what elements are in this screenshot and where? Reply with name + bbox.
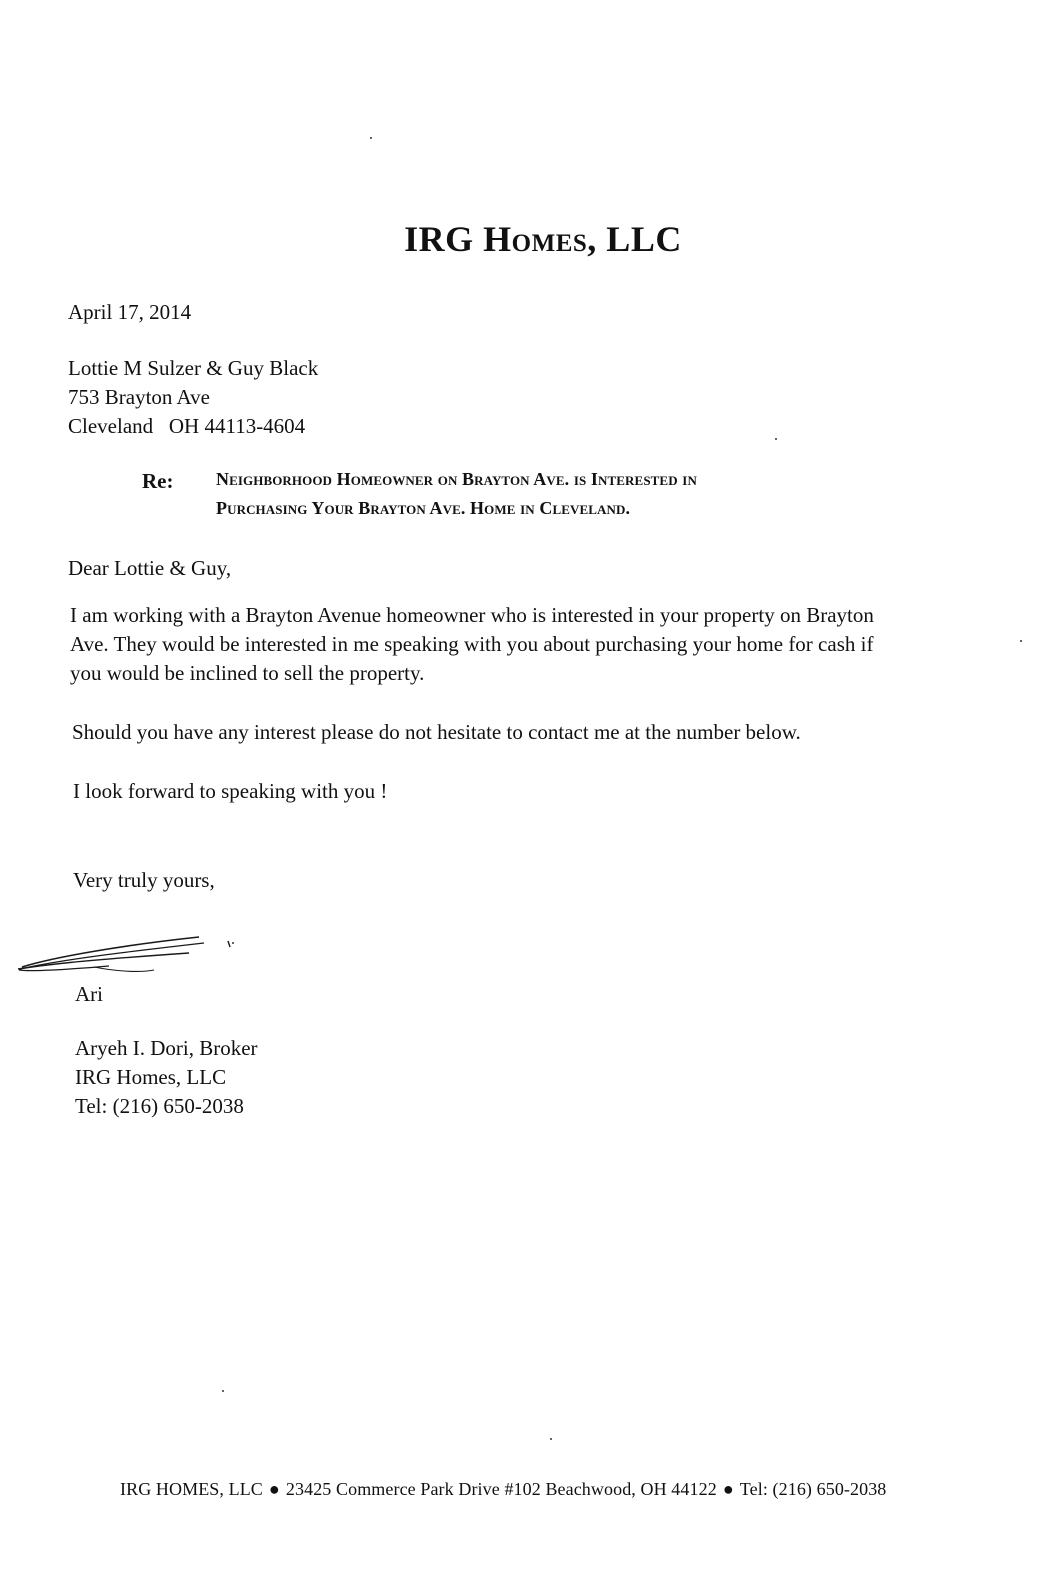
signer-name-title: Aryeh I. Dori, Broker [75, 1036, 258, 1060]
recipient-names: Lottie M Sulzer & Guy Black [68, 356, 319, 380]
interest-line: Should you have any interest please do not hesitate to contact me at the number below. [72, 720, 801, 744]
footer-tel: Tel: (216) 650-2038 [739, 1479, 887, 1499]
salutation: Dear Lottie & Guy, [68, 556, 232, 580]
letter-date: April 17, 2014 [68, 300, 192, 324]
scan-speck [775, 438, 777, 440]
footer-address: 23425 Commerce Park Drive #102 Beachwood, OH 44122 [285, 1479, 717, 1499]
scan-speck [232, 942, 234, 944]
re-label: Re: [142, 469, 174, 493]
footer-bullet: ● [268, 1479, 280, 1499]
scan-speck [550, 1438, 552, 1440]
signer-block [75, 1034, 258, 1121]
scan-speck [222, 1390, 224, 1392]
recipient-address [68, 354, 318, 441]
body-line-2: Ave. They would be interested in me speaking with you about purchasing your home for cash if [70, 632, 874, 656]
handwritten-signature [14, 925, 254, 985]
body-line-3: you would be inclined to sell the property. [70, 661, 425, 685]
recipient-city-line: Cleveland OH 44113-4604 [68, 414, 306, 438]
forward-line: I look forward to speaking with you ! [73, 779, 388, 803]
re-subject-line-2: Purchasing Your Brayton Ave. Home in Cleveland. [216, 498, 631, 518]
signer-tel: Tel: (216) 650-2038 [75, 1094, 244, 1118]
signer-company: IRG Homes, LLC [75, 1065, 227, 1089]
footer-bullet: ● [722, 1479, 734, 1499]
closing: Very truly yours, [73, 868, 215, 892]
footer [120, 1479, 886, 1500]
footer-company: IRG HOMES, LLC [120, 1479, 263, 1499]
body-line-1: I am working with a Brayton Avenue homeowner who is interested in your property on Brayton [70, 603, 874, 627]
re-subject-line-1: Neighborhood Homeowner on Brayton Ave. is Interested in [216, 469, 697, 489]
scan-speck [1020, 640, 1022, 642]
body-paragraph [70, 601, 1030, 688]
letterhead-company: IRG Homes, LLC [404, 219, 682, 259]
re-subject [216, 465, 697, 523]
recipient-street: 753 Brayton Ave [68, 385, 210, 409]
signature-name: Ari [75, 982, 103, 1006]
scan-speck [370, 137, 372, 139]
